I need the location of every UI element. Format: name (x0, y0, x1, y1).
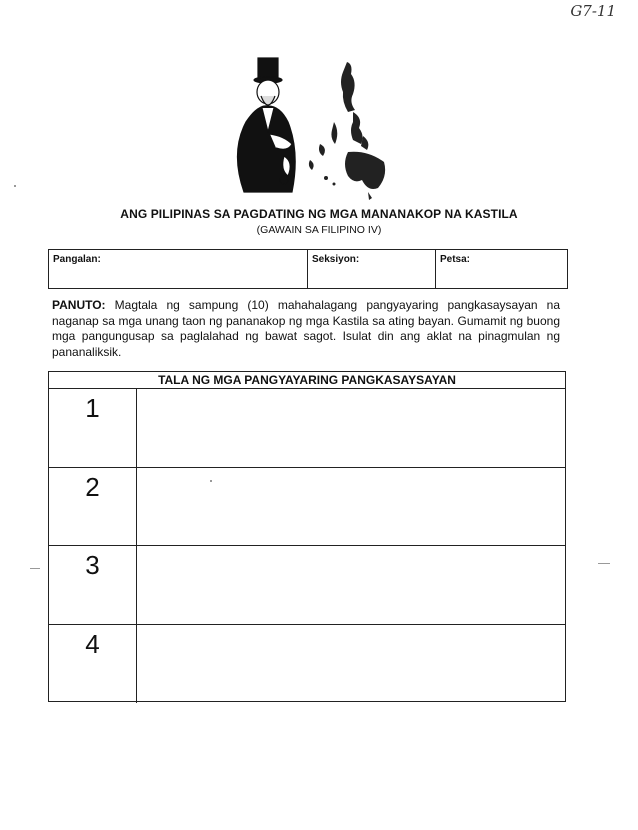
row-number: 3 (49, 546, 137, 624)
answer-cell[interactable] (137, 389, 565, 467)
scan-speck (14, 185, 16, 187)
handwritten-note: G7-11 (570, 2, 616, 20)
friar-figure (237, 58, 295, 192)
student-info-box (48, 249, 568, 289)
page-title: ANG PILIPINAS SA PAGDATING NG MGA MANANAKOP NA KASTILA (120, 207, 518, 221)
answer-cell[interactable] (137, 625, 565, 704)
instructions-text: Magtala ng sampung (10) mahahalagang pangyayaring pangkasaysayan na naganap sa mga unang taon ng pananakop ng mga Kastila sa ating bayan. Gumamit ng buong mga pangungusap sa paglalahad ng bawat sagot. Isulat din ang aklat na pinagmulan ng pananaliksik. (52, 298, 560, 359)
instructions-lead: PANUTO: (52, 298, 106, 312)
table-row (49, 468, 565, 547)
philippines-map (309, 62, 385, 200)
friar-and-philippines-map-illustration (222, 52, 402, 202)
row-number: 1 (49, 389, 137, 467)
row-number: 2 (49, 468, 137, 546)
scan-speck (210, 480, 212, 482)
table-row (49, 546, 565, 625)
events-table (48, 371, 566, 702)
events-table-header: TALA NG MGA PANGYAYARING PANGKASAYSAYAN (49, 372, 565, 389)
scan-speck (598, 563, 610, 564)
date-field[interactable]: Petsa: (440, 254, 471, 265)
row-number: 4 (49, 625, 137, 704)
answer-cell[interactable] (137, 468, 565, 546)
name-field[interactable]: Pangalan: (49, 250, 308, 288)
table-row (49, 625, 565, 704)
scan-speck (30, 568, 40, 569)
answer-cell[interactable] (137, 546, 565, 624)
section-field[interactable]: Seksiyon: (308, 250, 436, 288)
instructions-paragraph (52, 298, 560, 360)
page-subtitle: (GAWAIN SA FILIPINO IV) (256, 224, 382, 236)
table-row (49, 389, 565, 468)
